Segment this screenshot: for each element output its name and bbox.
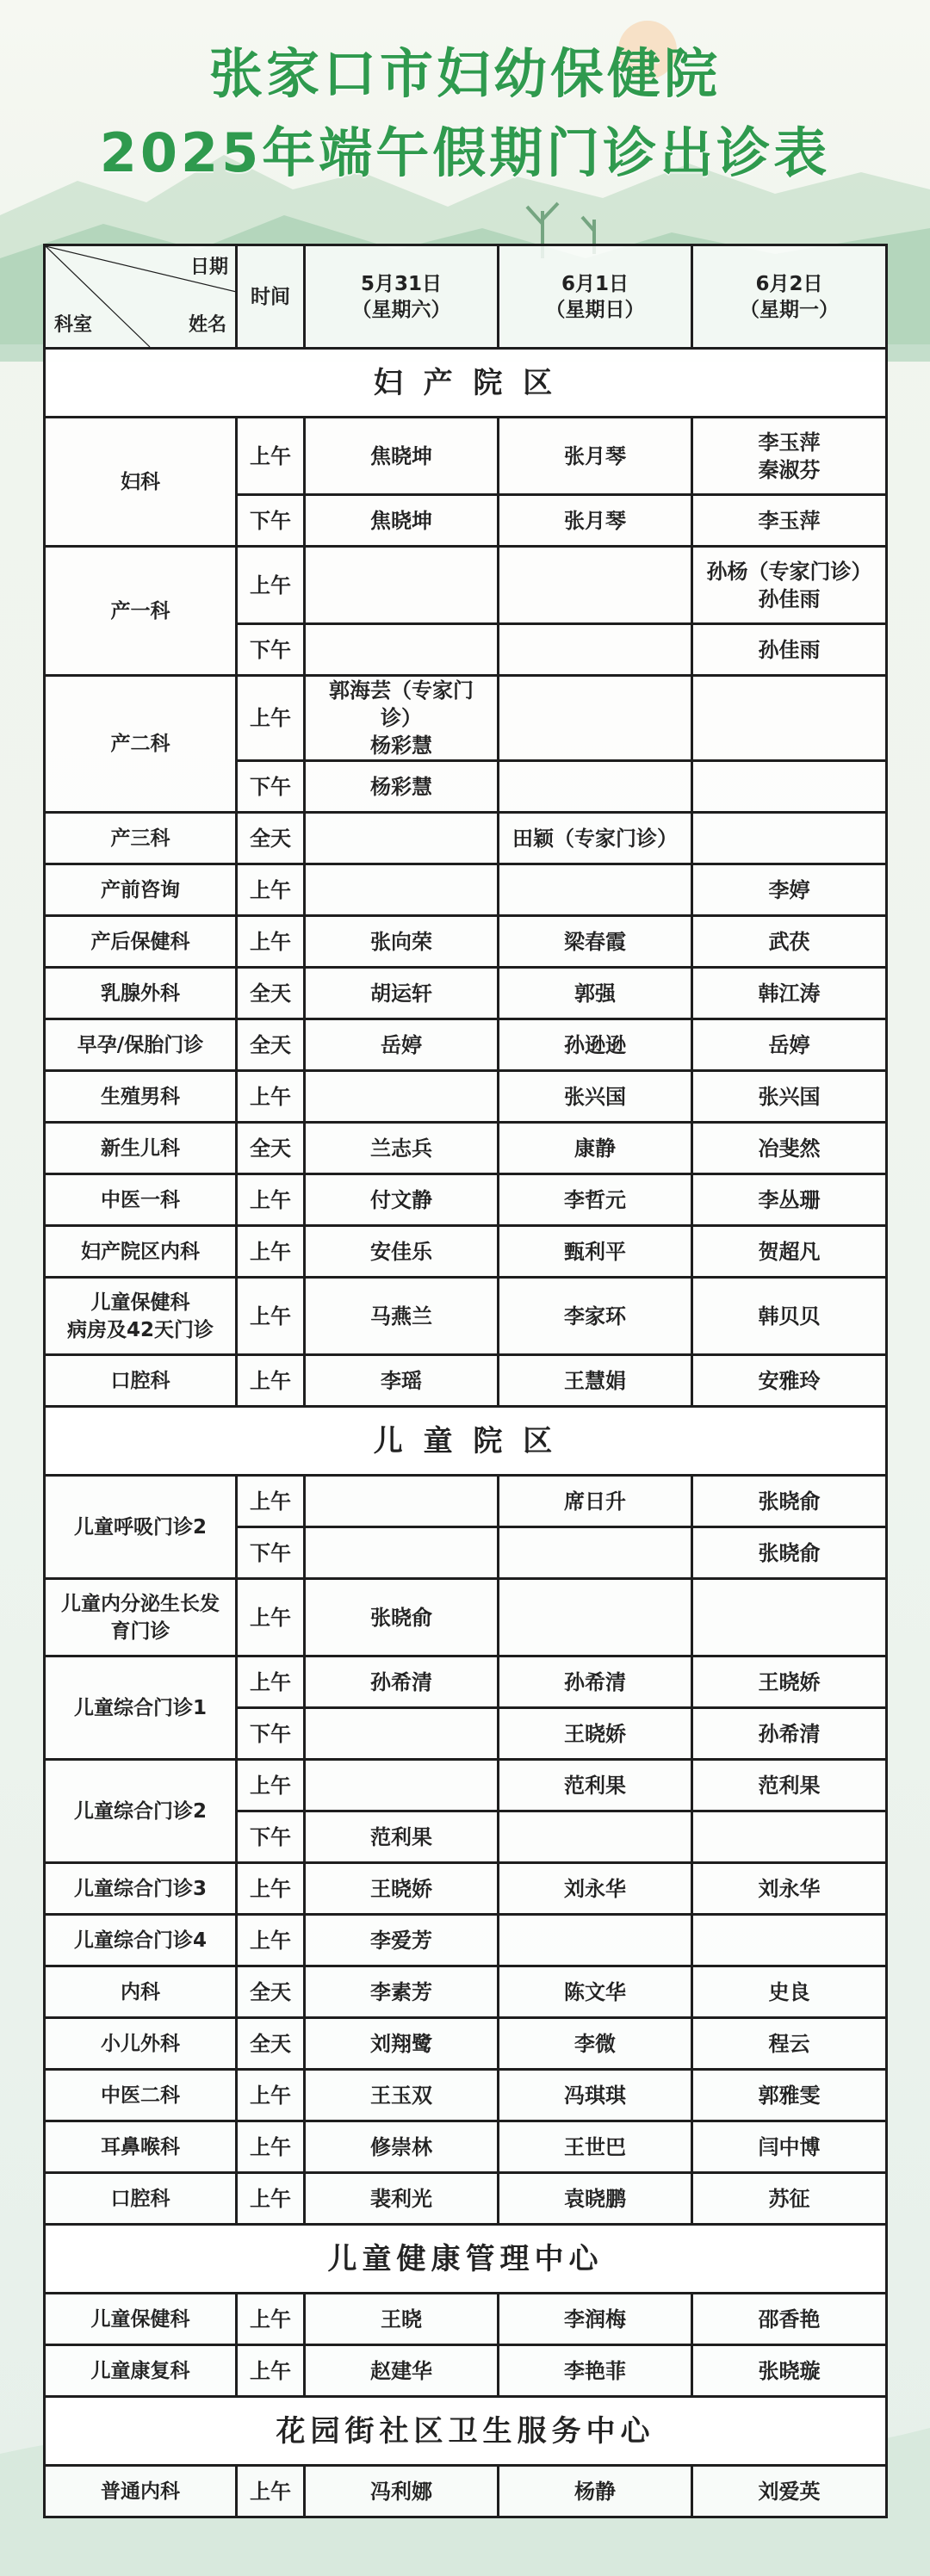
department-cell: 口腔科 (45, 1355, 237, 1407)
day-date: 6月2日 (755, 272, 823, 295)
doctor-cell-day2: 席日升 (499, 1476, 692, 1527)
doctor-cell-day2: 郭强 (499, 968, 692, 1019)
doctor-cell-day3 (692, 761, 887, 813)
time-cell: 上午 (237, 1915, 305, 1966)
department-cell: 口腔科 (45, 2173, 237, 2225)
department-cell: 乳腺外科 (45, 968, 237, 1019)
time-cell: 下午 (237, 761, 305, 813)
table-row (45, 2121, 887, 2173)
corner-date-label: 日期 (189, 257, 228, 278)
doctor-cell-day1: 裴利光 (305, 2173, 499, 2225)
doctor-cell-day1: 付文静 (305, 1174, 499, 1226)
doctor-cell-day2: 张月琴 (499, 418, 692, 495)
time-cell: 上午 (237, 1071, 305, 1123)
section-title: 儿童健康管理中心 (45, 2225, 887, 2294)
section-title: 花园街社区卫生服务中心 (45, 2397, 887, 2466)
doctor-cell-day2 (499, 864, 692, 916)
department-cell: 儿童内分泌生长发 育门诊 (45, 1579, 237, 1656)
table-row (45, 2173, 887, 2225)
doctor-cell-day2: 李家环 (499, 1278, 692, 1355)
doctor-cell-day1: 焦晓坤 (305, 418, 499, 495)
doctor-cell-day3: 苏征 (692, 2173, 887, 2225)
doctor-cell-day2 (499, 1915, 692, 1966)
department-cell: 中医一科 (45, 1174, 237, 1226)
doctor-cell-day2: 张月琴 (499, 495, 692, 547)
section-header-row (45, 2225, 887, 2294)
doctor-cell-day1: 安佳乐 (305, 1226, 499, 1278)
doctor-cell-day1 (305, 813, 499, 864)
doctor-cell-day1 (305, 1071, 499, 1123)
table-row (45, 1123, 887, 1174)
table-row (45, 1476, 887, 1527)
doctor-cell-day1 (305, 1708, 499, 1760)
doctor-cell-day1 (305, 864, 499, 916)
doctor-cell-day3: 程云 (692, 2018, 887, 2070)
department-cell: 内科 (45, 1966, 237, 2018)
day-weekday: （星期日） (545, 298, 645, 321)
time-cell: 上午 (237, 418, 305, 495)
department-cell: 产一科 (45, 547, 237, 676)
doctor-cell-day3: 李丛珊 (692, 1174, 887, 1226)
doctor-cell-day1: 赵建华 (305, 2345, 499, 2397)
department-cell: 妇产院区内科 (45, 1226, 237, 1278)
time-cell: 下午 (237, 1708, 305, 1760)
table-row (45, 1579, 887, 1656)
doctor-cell-day1: 王晓 (305, 2294, 499, 2345)
doctor-cell-day3: 李玉萍 (692, 495, 887, 547)
table-row (45, 1355, 887, 1407)
doctor-cell-day1: 李瑶 (305, 1355, 499, 1407)
table-row (45, 1174, 887, 1226)
table-row (45, 1760, 887, 1811)
doctor-cell-day2: 李哲元 (499, 1174, 692, 1226)
table-row (45, 1915, 887, 1966)
corner-name-label: 姓名 (188, 314, 226, 336)
time-cell: 上午 (237, 1579, 305, 1656)
doctor-cell-day1 (305, 547, 499, 624)
time-cell: 上午 (237, 1226, 305, 1278)
department-cell: 产前咨询 (45, 864, 237, 916)
time-cell: 上午 (237, 1760, 305, 1811)
doctor-cell-day1: 张向荣 (305, 916, 499, 968)
doctor-cell-day3: 王晓娇 (692, 1656, 887, 1708)
table-row (45, 418, 887, 495)
doctor-cell-day2: 孙希清 (499, 1656, 692, 1708)
time-cell: 下午 (237, 1811, 305, 1863)
doctor-cell-day2 (499, 1811, 692, 1863)
doctor-cell-day2: 李润梅 (499, 2294, 692, 2345)
doctor-cell-day3: 张晓璇 (692, 2345, 887, 2397)
day-header-1 (305, 245, 499, 349)
table-row (45, 1019, 887, 1071)
time-cell: 上午 (237, 2173, 305, 2225)
department-cell: 新生儿科 (45, 1123, 237, 1174)
doctor-cell-day3: 李玉萍 秦淑芬 (692, 418, 887, 495)
doctor-cell-day1: 刘翔鹭 (305, 2018, 499, 2070)
department-cell: 小儿外科 (45, 2018, 237, 2070)
doctor-cell-day3 (692, 1579, 887, 1656)
time-cell: 上午 (237, 547, 305, 624)
doctor-cell-day2: 袁晓鹏 (499, 2173, 692, 2225)
doctor-cell-day3: 刘爱英 (692, 2466, 887, 2517)
section-header-row (45, 2397, 887, 2466)
doctor-cell-day3: 范利果 (692, 1760, 887, 1811)
time-cell: 上午 (237, 1476, 305, 1527)
doctor-cell-day1: 范利果 (305, 1811, 499, 1863)
section-title: 儿 童 院 区 (45, 1407, 887, 1476)
department-cell: 儿童保健科 (45, 2294, 237, 2345)
time-cell: 上午 (237, 864, 305, 916)
department-cell: 中医二科 (45, 2070, 237, 2121)
doctor-cell-day2 (499, 624, 692, 676)
doctor-cell-day2: 孙逊逊 (499, 1019, 692, 1071)
table-row (45, 968, 887, 1019)
hospital-title: 张家口市妇幼保健院 (208, 42, 721, 105)
table-row (45, 2018, 887, 2070)
time-cell: 全天 (237, 813, 305, 864)
doctor-cell-day2: 梁春霞 (499, 916, 692, 968)
doctor-cell-day2: 李艳菲 (499, 2345, 692, 2397)
time-cell: 上午 (237, 1656, 305, 1708)
doctor-cell-day1: 兰志兵 (305, 1123, 499, 1174)
table-row (45, 1863, 887, 1915)
time-cell: 全天 (237, 1019, 305, 1071)
doctor-cell-day1 (305, 1527, 499, 1579)
table-row (45, 1656, 887, 1708)
schedule-title: 2025年端午假期门诊出诊表 (99, 121, 831, 184)
doctor-cell-day3: 孙杨（专家门诊） 孙佳雨 (692, 547, 887, 624)
doctor-cell-day3: 孙佳雨 (692, 624, 887, 676)
doctor-cell-day2: 冯琪琪 (499, 2070, 692, 2121)
doctor-cell-day2 (499, 761, 692, 813)
time-cell: 上午 (237, 676, 305, 761)
table-row (45, 1966, 887, 2018)
table-row (45, 1071, 887, 1123)
time-cell: 全天 (237, 2018, 305, 2070)
table-row (45, 2294, 887, 2345)
time-cell: 上午 (237, 2466, 305, 2517)
doctor-cell-day3 (692, 1811, 887, 1863)
doctor-cell-day2 (499, 1579, 692, 1656)
table-row (45, 547, 887, 624)
doctor-cell-day3 (692, 676, 887, 761)
doctor-cell-day2: 王晓娇 (499, 1708, 692, 1760)
table-row (45, 1278, 887, 1355)
doctor-cell-day1: 胡运轩 (305, 968, 499, 1019)
doctor-cell-day2: 杨静 (499, 2466, 692, 2517)
doctor-cell-day3: 李婷 (692, 864, 887, 916)
time-cell: 全天 (237, 968, 305, 1019)
time-cell: 上午 (237, 2345, 305, 2397)
doctor-cell-day1: 焦晓坤 (305, 495, 499, 547)
department-cell: 儿童综合门诊2 (45, 1760, 237, 1863)
department-cell: 产二科 (45, 676, 237, 813)
doctor-cell-day1 (305, 1476, 499, 1527)
doctor-cell-day2: 范利果 (499, 1760, 692, 1811)
section-title: 妇 产 院 区 (45, 349, 887, 418)
doctor-cell-day3 (692, 813, 887, 864)
time-header: 时间 (237, 245, 305, 349)
day-header-2 (499, 245, 692, 349)
doctor-cell-day3: 史良 (692, 1966, 887, 2018)
doctor-cell-day2: 康静 (499, 1123, 692, 1174)
department-cell: 妇科 (45, 418, 237, 547)
doctor-cell-day2: 陈文华 (499, 1966, 692, 2018)
doctor-cell-day3: 张兴国 (692, 1071, 887, 1123)
doctor-cell-day3: 武茯 (692, 916, 887, 968)
doctor-cell-day2: 田颖（专家门诊） (499, 813, 692, 864)
doctor-cell-day3: 岳婷 (692, 1019, 887, 1071)
time-cell: 上午 (237, 1174, 305, 1226)
time-cell: 上午 (237, 1355, 305, 1407)
department-cell: 儿童康复科 (45, 2345, 237, 2397)
department-cell: 儿童综合门诊4 (45, 1915, 237, 1966)
schedule-table (43, 244, 888, 2518)
doctor-cell-day3: 孙希清 (692, 1708, 887, 1760)
time-cell: 上午 (237, 2121, 305, 2173)
doctor-cell-day1: 修崇林 (305, 2121, 499, 2173)
time-cell: 下午 (237, 1527, 305, 1579)
doctor-cell-day1 (305, 1760, 499, 1811)
doctor-cell-day1: 李素芳 (305, 1966, 499, 2018)
department-cell: 普通内科 (45, 2466, 237, 2517)
time-cell: 全天 (237, 1966, 305, 2018)
department-cell: 耳鼻喉科 (45, 2121, 237, 2173)
doctor-cell-day2: 刘永华 (499, 1863, 692, 1915)
corner-dept-label: 科室 (54, 314, 93, 336)
table-row (45, 676, 887, 761)
day-weekday: （星期一） (740, 298, 839, 321)
doctor-cell-day1: 马燕兰 (305, 1278, 499, 1355)
doctor-cell-day1: 冯利娜 (305, 2466, 499, 2517)
doctor-cell-day3: 冶斐然 (692, 1123, 887, 1174)
doctor-cell-day1: 郭海芸（专家门诊） 杨彩慧 (305, 676, 499, 761)
table-row (45, 813, 887, 864)
doctor-cell-day2: 甄利平 (499, 1226, 692, 1278)
department-cell: 早孕/保胎门诊 (45, 1019, 237, 1071)
table-row (45, 2345, 887, 2397)
day-date: 5月31日 (360, 272, 442, 295)
doctor-cell-day2: 张兴国 (499, 1071, 692, 1123)
doctor-cell-day2: 王慧娟 (499, 1355, 692, 1407)
doctor-cell-day3: 韩江涛 (692, 968, 887, 1019)
doctor-cell-day3: 贺超凡 (692, 1226, 887, 1278)
department-cell: 产三科 (45, 813, 237, 864)
schedule-table-wrapper (43, 244, 885, 2518)
time-cell: 下午 (237, 624, 305, 676)
department-cell: 儿童综合门诊3 (45, 1863, 237, 1915)
department-cell: 产后保健科 (45, 916, 237, 968)
doctor-cell-day2: 王世巴 (499, 2121, 692, 2173)
doctor-cell-day3: 刘永华 (692, 1863, 887, 1915)
table-row (45, 2466, 887, 2517)
doctor-cell-day3: 张晓俞 (692, 1476, 887, 1527)
doctor-cell-day1: 岳婷 (305, 1019, 499, 1071)
department-cell: 儿童综合门诊1 (45, 1656, 237, 1760)
section-header-row (45, 1407, 887, 1476)
page-header (0, 34, 930, 193)
corner-header-cell (45, 245, 237, 349)
doctor-cell-day3 (692, 1915, 887, 1966)
doctor-cell-day3: 韩贝贝 (692, 1278, 887, 1355)
table-row (45, 916, 887, 968)
doctor-cell-day2: 李微 (499, 2018, 692, 2070)
department-cell: 儿童保健科 病房及42天门诊 (45, 1278, 237, 1355)
doctor-cell-day3: 安雅玲 (692, 1355, 887, 1407)
table-row (45, 864, 887, 916)
doctor-cell-day1: 杨彩慧 (305, 761, 499, 813)
doctor-cell-day1 (305, 624, 499, 676)
section-header-row (45, 349, 887, 418)
time-cell: 上午 (237, 2070, 305, 2121)
department-cell: 儿童呼吸门诊2 (45, 1476, 237, 1579)
time-cell: 上午 (237, 2294, 305, 2345)
doctor-cell-day3: 闫中博 (692, 2121, 887, 2173)
time-cell: 上午 (237, 916, 305, 968)
day-header-3 (692, 245, 887, 349)
department-cell: 生殖男科 (45, 1071, 237, 1123)
doctor-cell-day3: 郭雅雯 (692, 2070, 887, 2121)
time-cell: 上午 (237, 1278, 305, 1355)
table-row (45, 2070, 887, 2121)
day-weekday: （星期六） (351, 298, 451, 321)
doctor-cell-day1: 李爱芳 (305, 1915, 499, 1966)
doctor-cell-day1: 张晓俞 (305, 1579, 499, 1656)
doctor-cell-day2 (499, 547, 692, 624)
doctor-cell-day1: 孙希清 (305, 1656, 499, 1708)
day-date: 6月1日 (561, 272, 629, 295)
table-header-row (45, 245, 887, 349)
time-cell: 上午 (237, 1863, 305, 1915)
doctor-cell-day1: 王玉双 (305, 2070, 499, 2121)
doctor-cell-day3: 邵香艳 (692, 2294, 887, 2345)
time-cell: 全天 (237, 1123, 305, 1174)
table-row (45, 1226, 887, 1278)
time-cell: 下午 (237, 495, 305, 547)
doctor-cell-day2 (499, 676, 692, 761)
doctor-cell-day2 (499, 1527, 692, 1579)
doctor-cell-day3: 张晓俞 (692, 1527, 887, 1579)
doctor-cell-day1: 王晓娇 (305, 1863, 499, 1915)
